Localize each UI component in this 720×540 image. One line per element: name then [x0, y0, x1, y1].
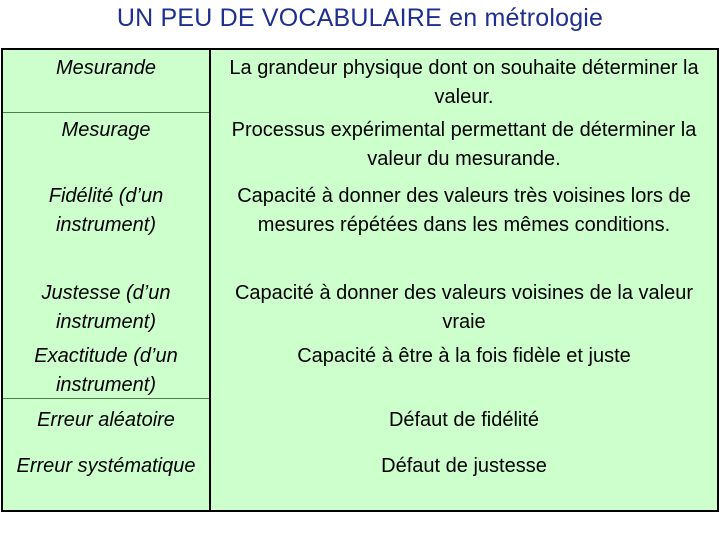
vocabulary-table	[1, 48, 719, 512]
definition-cell: La grandeur physique dont on souhaite déterminer la valeur.	[229, 57, 699, 108]
term-cell: Exactitude (d’un instrument)	[34, 345, 178, 396]
definition-cell: Défaut de fidélité	[388, 409, 540, 431]
term-cell: Mesurande	[55, 57, 157, 79]
definition-cell: Processus expérimental permettant de déterminer la valeur du mesurande.	[231, 119, 697, 170]
page-title: UN PEU DE VOCABULAIRE en métrologie	[116, 4, 604, 32]
term-cell: Justesse (d’un instrument)	[41, 282, 171, 333]
term-cell: Erreur aléatoire	[37, 409, 175, 431]
term-cell: Mesurage	[61, 119, 151, 141]
row-separator	[3, 398, 209, 399]
definition-cell: Capacité à donner des valeurs très voisines lors de mesures répétées dans les mêmes conditions.	[237, 185, 691, 236]
definition-cell: Capacité à être à la fois fidèle et juste	[297, 345, 631, 367]
term-cell: Fidélité (d’un instrument)	[48, 185, 164, 236]
row-separator	[3, 112, 209, 113]
definition-cell: Défaut de justesse	[381, 455, 547, 477]
term-cell: Erreur systématique	[16, 455, 196, 477]
definition-cell: Capacité à donner des valeurs voisines de la valeur vraie	[234, 282, 694, 333]
